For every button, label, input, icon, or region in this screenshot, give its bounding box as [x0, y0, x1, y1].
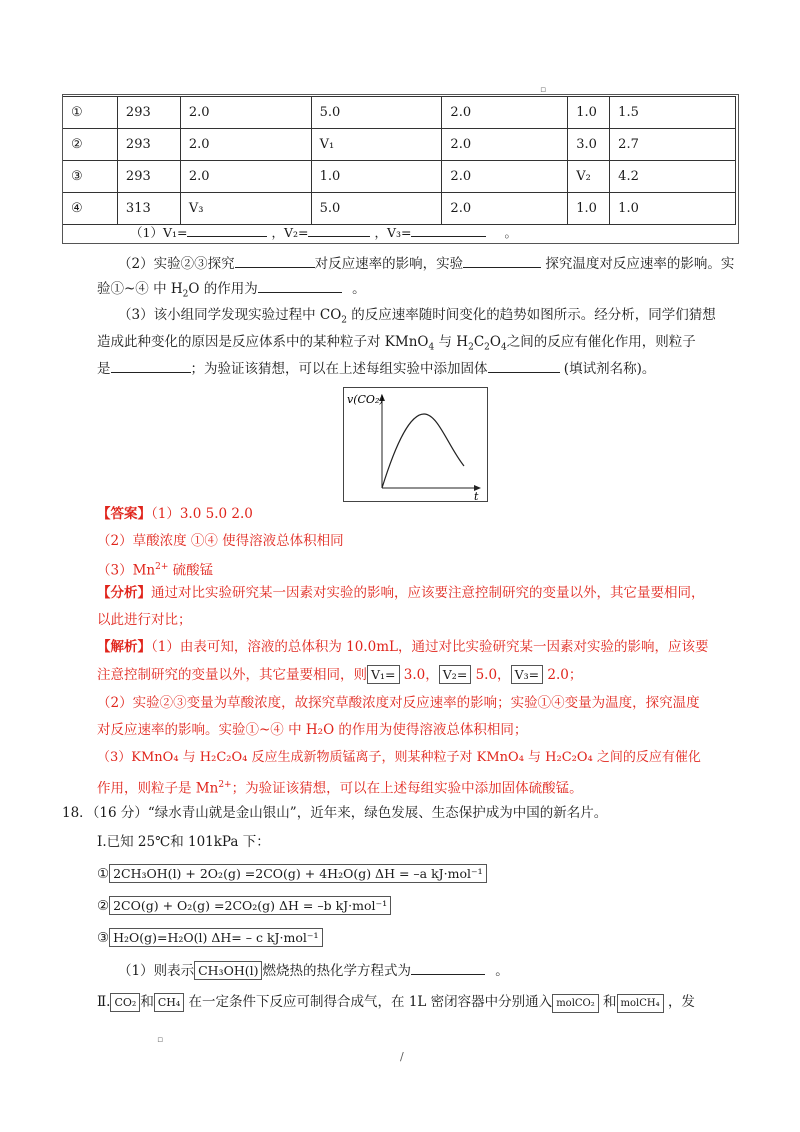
table-cell: ③ [63, 161, 118, 193]
q18-1-text-c: 。 [495, 963, 509, 979]
table-row [63, 161, 736, 193]
q2-blank-1[interactable] [235, 253, 315, 268]
explain-text-6b: ；为验证该猜想，可以在上述每组实验中添加固体硫酸锰。 [231, 780, 583, 797]
q3-text-e: C [473, 334, 485, 350]
table-cell: 2.0 [180, 97, 311, 129]
q3-line3 [97, 358, 655, 379]
eq2-row [97, 896, 391, 916]
ii-text-a: Ⅱ. [97, 994, 111, 1010]
table-cell: 293 [117, 97, 180, 129]
q3-text-j: (填试剂名称)。 [563, 361, 656, 377]
q3-text-c: 造成此种变化的原因是反应体系中的某种粒子对 KMnO [97, 334, 429, 350]
explain-line4: 对反应速率的影响。实验①~④ 中 H₂O 的作用为使得溶液总体积相同； [97, 722, 528, 738]
q3-text-h: 是 [97, 361, 111, 377]
eq1-mark: ① [97, 866, 110, 882]
table-cell: 2.0 [180, 129, 311, 161]
explain-line6 [97, 775, 583, 799]
table-cell: 2.0 [180, 161, 311, 193]
eq2-box: 2CO(g) + O₂(g) =2CO₂(g) ΔH = –b kJ·mol⁻¹ [109, 896, 391, 915]
q2-line2: 验①~④ 中 $H_2O$ 的作用为 。 [97, 278, 366, 305]
q3-blank-2[interactable] [488, 358, 560, 373]
q1-end: 。 [504, 225, 517, 240]
q2-text-e: O 的作用为 [188, 281, 258, 297]
page-number: / [400, 1050, 404, 1063]
table-cell: 1.0 [311, 161, 442, 193]
v3-box: V₃= [511, 665, 544, 684]
table-cell: 1.0 [568, 193, 610, 225]
q18-1-text-a: （1）则表示 [118, 963, 195, 979]
q3-line1: （3）该小组同学发现实验过程中 $CO_2$ 的反应速率随时间变化的趋势如图所示。经分析，同学们猜想 [118, 307, 716, 326]
q3-line2: 造成此种变化的原因是反应体系中的某种粒子对 KMnO$_4$ 与 $H_2C_2O_4$之间的反应有催化作用，则粒子 [97, 334, 696, 353]
q18-1-text-b: 燃烧热的热化学方程式为 [262, 963, 411, 979]
answer-text-3b: 硫酸锰 [168, 562, 214, 579]
analysis-tag: 【分析】 [97, 585, 151, 601]
explain-text-1: （1）由表可知，溶液的总体积为 10.0mL，通过对比实验研究某一因素对实验的影响，应该要 [151, 639, 709, 655]
v2-blank[interactable] [308, 222, 370, 237]
table-cell: 1.0 [568, 97, 610, 129]
answer-sup: 2+ [155, 562, 169, 572]
table-cell: ① [63, 97, 118, 129]
table-cell: 5.0 [311, 97, 442, 129]
v3-blank[interactable] [411, 222, 486, 237]
q2-blank-2[interactable] [463, 253, 541, 268]
mol-ch4-box: molCH₄ [617, 994, 664, 1013]
q2-blank-3[interactable] [258, 278, 342, 293]
eq1-box: 2CH₃OH(l) + 2O₂(g) =2CO(g) + 4H₂O(g) ΔH = –a kJ·mol⁻¹ [109, 864, 487, 883]
ii-and: 和 [140, 994, 154, 1010]
table-row [63, 129, 736, 161]
q2-text-d: 验①~④ 中 H [97, 281, 183, 297]
q2-text-c: 探究温度对反应速率的影响。实 [545, 256, 735, 272]
table-cell: V₁ [311, 129, 442, 161]
v1-box: V₁= [367, 665, 400, 684]
v1-blank[interactable] [187, 222, 267, 237]
table-cell: 1.0 [610, 193, 736, 225]
explain-text-2d: 2.0； [543, 667, 583, 683]
explain-line2 [97, 665, 582, 685]
eq3-row [97, 928, 323, 948]
table-cell: 313 [117, 193, 180, 225]
table-row [63, 193, 736, 225]
table-cell: 3.0 [568, 129, 610, 161]
q3-text-g: 之间的反应有催化作用，则粒子 [506, 334, 696, 350]
explain-text-2b: 3.0， [399, 667, 439, 683]
q3-text-b: 的反应速率随时间变化的趋势如图所示。经分析，同学们猜想 [347, 307, 716, 323]
explain-tag: 【解析】 [97, 639, 151, 655]
q2-text-b: 对反应速率的影响，实验 [314, 256, 464, 272]
q18-heading: 18．（16 分）“绿水青山就是金山银山”，近年来，绿色发展、生态保护成为中国的新名片。 [62, 805, 608, 821]
q3-text-a: （3）该小组同学发现实验过程中 CO [118, 307, 342, 323]
table-cell: V₃ [180, 193, 311, 225]
q2-text-f: 。 [352, 281, 366, 297]
answer-line1 [97, 504, 253, 524]
co2-box: CO₂ [110, 993, 140, 1012]
footer-mark: ▫ [157, 1035, 164, 1045]
eq1-row [97, 864, 487, 884]
table-cell: ④ [63, 193, 118, 225]
table-row [63, 97, 736, 129]
q18-1-line [118, 960, 509, 981]
q2-line1 [118, 253, 734, 274]
explain-text-2a: 注意控制研究的变量以外，其它量要相同，则 [97, 667, 367, 683]
ii-text-c: ，发 [667, 994, 695, 1010]
q1-line [130, 222, 517, 243]
table-cell: V₂ [568, 161, 610, 193]
q1-sep2: ，V₂= [271, 225, 309, 240]
explain-line5: （3）KMnO₄ 与 H₂C₂O₄ 反应生成新物质锰离子，则某种粒子对 KMnO₄ 与 H₂C₂O₄ 之间的反应有催化 [97, 750, 701, 765]
ii-and-2: 和 [603, 994, 617, 1010]
q2-text-a: （2）实验②③探究 [118, 256, 235, 272]
mol-co2-box: molCO₂ [552, 994, 599, 1013]
explain-line3: （2）实验②③变量为草酸浓度，故探究草酸浓度对反应速率的影响；实验①④变量为温度，探究温度 [97, 695, 700, 711]
q18-1-blank[interactable] [411, 960, 485, 975]
table-cell: 293 [117, 129, 180, 161]
table-cell: 2.0 [442, 193, 568, 225]
table-cell: 293 [117, 161, 180, 193]
table-cell: 2.0 [442, 97, 568, 129]
analysis-text-1: 通过对比实验研究某一因素对实验的影响，应该要注意控制研究的变量以外，其它量要相同， [151, 585, 705, 601]
graph-ylabel: v(CO₂) [347, 393, 384, 406]
q3-blank-1[interactable] [111, 358, 191, 373]
eq2-mark: ② [97, 898, 110, 914]
top-mark: ▫ [540, 85, 547, 95]
graph-xlabel: t [474, 490, 479, 501]
eq3-box: H₂O(g)=H₂O(l) ΔH= – c kJ·mol⁻¹ [109, 928, 322, 947]
answer-tag: 【答案】 [97, 506, 151, 522]
explain-text-6a: 作用，则粒子是 Mn [97, 780, 219, 797]
q3-text-i: ；为验证该猜想，可以在上述每组实验中添加固体 [190, 361, 488, 377]
ch3oh-box: CH₃OH(l) [194, 961, 262, 980]
explain-text-2c: 5.0， [471, 667, 511, 683]
table-cell: 2.0 [442, 161, 568, 193]
table-cell: ② [63, 129, 118, 161]
table-cell: 2.0 [442, 129, 568, 161]
q1-sep3: ，V₃= [374, 225, 412, 240]
explain-sup: 2+ [218, 780, 232, 790]
eq3-mark: ③ [97, 930, 110, 946]
rate-curve [382, 414, 464, 488]
analysis-line1 [97, 583, 705, 603]
rate-graph [343, 387, 488, 502]
q3-text-f: O [489, 334, 501, 350]
rate-graph-svg [344, 388, 487, 501]
v2-box: V₂= [439, 665, 472, 684]
q18-ii-line [97, 992, 695, 1013]
answer-line2: （2）草酸浓度 ①④ 使得溶液总体积相同 [97, 533, 344, 549]
table-cell: 1.5 [610, 97, 736, 129]
experiment-table [62, 96, 736, 225]
table-cell: 5.0 [311, 193, 442, 225]
table-cell: 2.7 [610, 129, 736, 161]
ch4-box: CH₄ [154, 993, 184, 1012]
analysis-line2: 以此进行对比； [97, 612, 192, 628]
answer-text-1: （1）3.0 5.0 2.0 [151, 506, 253, 522]
q1-prefix: （1）V₁= [130, 225, 188, 240]
q18-condition: Ⅰ.已知 25℃和 101kPa 下： [97, 834, 270, 850]
ii-text-b: 在一定条件下反应可制得合成气，在 1L 密闭容器中分别通入 [188, 994, 553, 1010]
table-cell: 4.2 [610, 161, 736, 193]
answer-line3 [97, 557, 213, 581]
answer-text-3a: （3）Mn [97, 562, 156, 579]
q3-text-d: 与 H [438, 334, 469, 350]
explain-line1 [97, 637, 708, 657]
